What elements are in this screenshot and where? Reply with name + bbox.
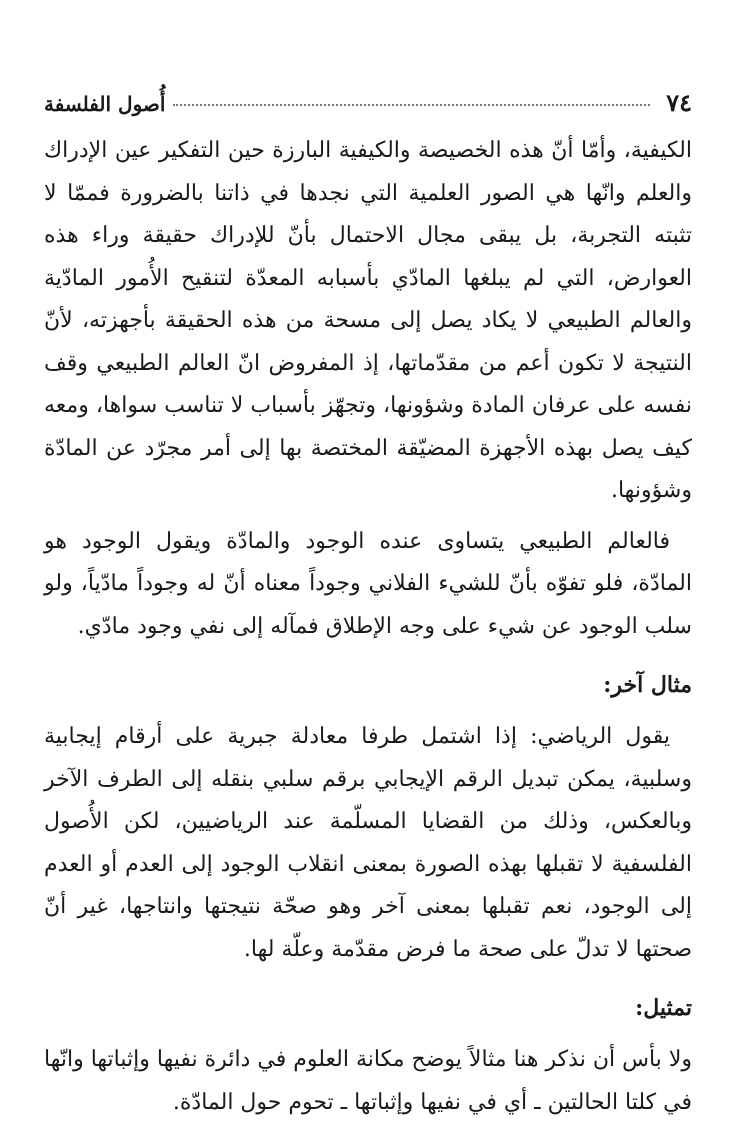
- subheading-illustration: تمثيل:: [635, 995, 692, 1021]
- header-leader-dots: [173, 104, 650, 106]
- book-page: [44, 88, 692, 1115]
- page-header: [44, 88, 692, 122]
- paragraph-illustration: ولا بأس أن نذكر هنا مثالاً يوضح مكانة العلوم في دائرة نفيها وإثباتها وانّها في كلتا الحالتين ـ أي في نفيها وإثباتها ـ تحوم حول المادّة.: [44, 1047, 692, 1115]
- paragraph-knowledge-perception: الكيفية، وأمّا أنّ هذه الخصيصة والكيفية البارزة حين التفكير عين الإدراك والعلم وانّها هي الصور العلمية التي نجدها في ذاتنا بالضرورة فممّا لا تثبته التجربة، بل يبقى مجال الاحتمال بأنّ للإدراك حقيقة وراء هذه العوارض، التي لم يبلغها المادّي بأسبابه المعدّة لتنقيح الأُمور المادّية والعالم الطبيعي لا يكاد يصل إلى مسحة من هذه الحقيقة بأجهزته، لأنّ النتيجة لا تكون أعم من مقدّماتها، إذ المفروض انّ العالم الطبيعي وقف نفسه على عرفان المادة وشؤونها، وتجهّز بأسباب لا تناسب سواها، ومعه كيف يصل بهذه الأجهزة المضيّقة المختصة بها إلى أمر مجرّد عن المادّة وشؤونها.: [44, 138, 692, 503]
- paragraph-naturalist-existence: فالعالم الطبيعي يتساوى عنده الوجود والمادّة ويقول الوجود هو المادّة، فلو تفوّه بأنّ للشيء الفلاني وجوداً معناه أنّ له وجوداً مادّياً، ولو سلب الوجود عن شيء على وجه الإطلاق فمآله إلى نفي وجود مادّي.: [44, 528, 692, 639]
- running-title: أُصول الفلسفة: [44, 92, 166, 116]
- paragraph-math-example: يقول الرياضي: إذا اشتمل طرفا معادلة جبرية على أرقام إيجابية وسلبية، يمكن تبديل الرقم الإيجابي برقم سلبي بنقله إلى الطرف الآخر وبالعكس، وذلك من القضايا المسلّمة عند الرياضيين، لكن الأُصول الفلسفية لا تقبلها بهذه الصورة بمعنى انقلاب الوجود إلى العدم أو العدم إلى الوجود، نعم تقبلها بمعنى آخر وهو صحّة نتيجتها وانتاجها، غير أنّ صحتها لا تدلّ على صحة ما فرض مقدّمة وعلّة لها.: [44, 724, 692, 962]
- page-number: ٧٤: [666, 88, 692, 117]
- subheading-another-example: مثال آخر:: [603, 672, 692, 698]
